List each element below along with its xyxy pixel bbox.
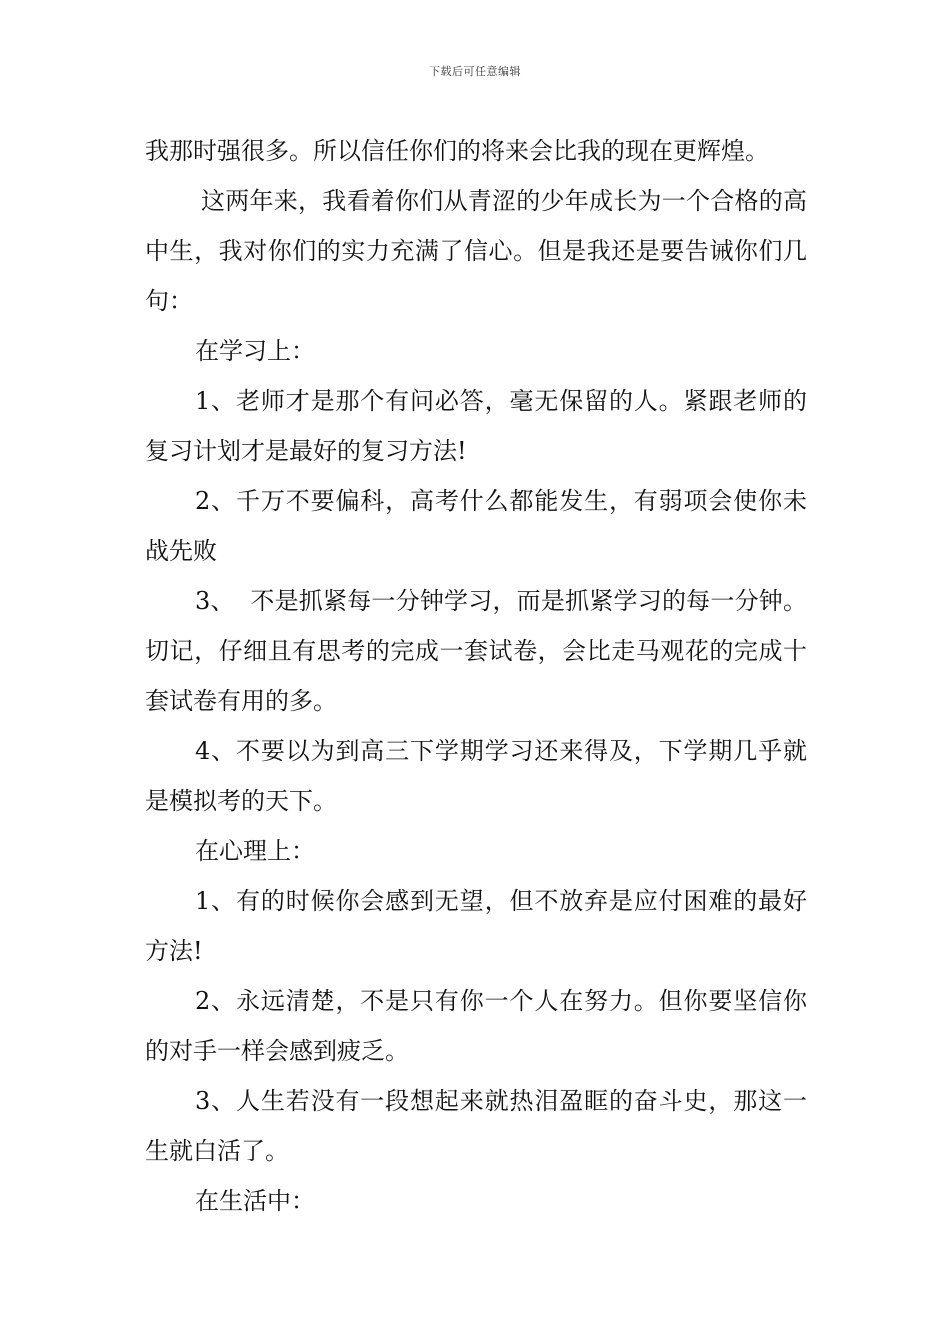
mind-item-2: 2、永远清楚，不是只有你一个人在努力。但你要坚信你的对手一样会感到疲乏。	[145, 987, 807, 1065]
section-heading-mind: 在心理上：	[195, 837, 315, 865]
study-item-1: 1、老师才是那个有问必答，毫无保留的人。紧跟老师的复习计划才是最好的复习方法!	[145, 387, 807, 465]
study-item-3: 3、 不是抓紧每一分钟学习，而是抓紧学习的每一分钟。切记，仔细且有思考的完成一套试卷，会比走马观花的完成十套试卷有用的多。	[145, 587, 807, 715]
section-heading-life: 在生活中：	[195, 1187, 315, 1215]
document-body	[145, 126, 807, 1226]
section-heading-study: 在学习上：	[195, 337, 315, 365]
mind-item-1: 1、有的时候你会感到无望，但不放弃是应付困难的最好方法!	[145, 887, 807, 965]
mind-item-3: 3、人生若没有一段想起来就热泪盈眶的奋斗史，那这一生就白活了。	[145, 1087, 807, 1165]
study-item-4: 4、不要以为到高三下学期学习还来得及，下学期几乎就是模拟考的天下。	[145, 737, 807, 815]
study-item-2: 2、千万不要偏科，高考什么都能发生，有弱项会使你未战先败	[145, 487, 807, 565]
paragraph-continuation: 我那时强很多。所以信任你们的将来会比我的现在更辉煌。	[145, 137, 769, 165]
paragraph-intro: 这两年来，我看着你们从青涩的少年成长为一个合格的高中生，我对你们的实力充满了信心。但是我还是要告诫你们几句：	[145, 187, 807, 315]
page-header-note: 下载后可任意编辑	[429, 65, 521, 78]
